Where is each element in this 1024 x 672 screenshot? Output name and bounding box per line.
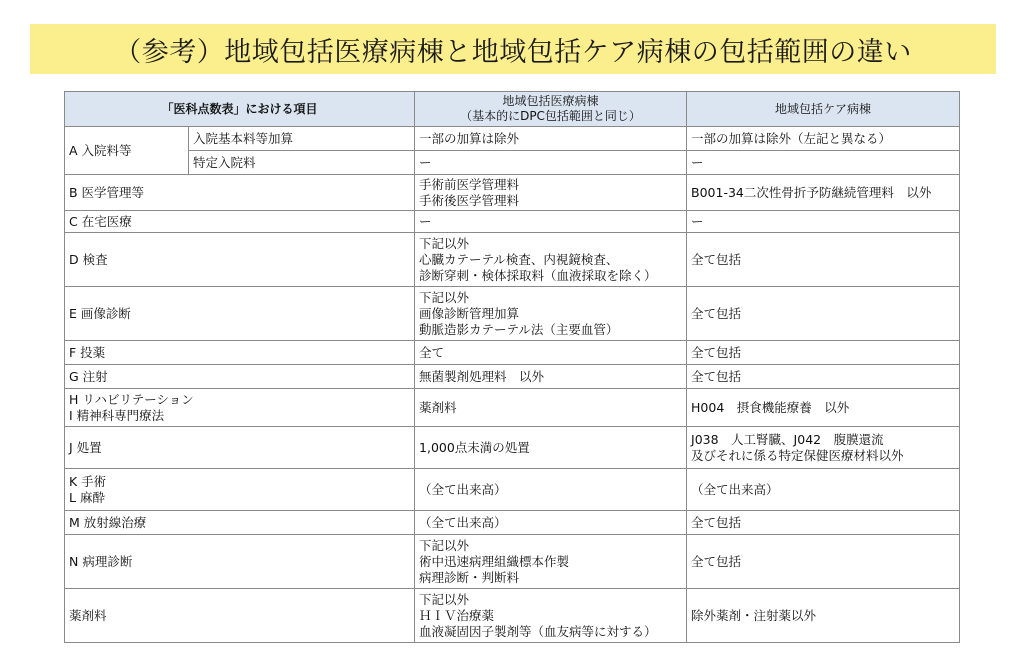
row-medical-value: ー xyxy=(415,151,687,175)
row-care-value: 一部の加算は除外（左記と異なる） xyxy=(687,127,960,151)
table-row xyxy=(65,427,960,469)
cell-line: 術中迅速病理組織標本作製 xyxy=(419,553,570,569)
row-care-value: 全て包括 xyxy=(687,287,960,341)
cell-line: 動脈造影カテーテル法（主要血管） xyxy=(419,321,619,337)
row-item: D 検査 xyxy=(65,233,415,287)
row-subitem: 入院基本料等加算 xyxy=(189,127,415,151)
table-row xyxy=(65,175,960,211)
row-medical-value: （全て出来高） xyxy=(415,469,687,511)
header-item: 「医科点数表」における項目 xyxy=(65,92,415,127)
row-care-value: ー xyxy=(687,211,960,233)
cell-line: 下記以外 xyxy=(419,235,470,251)
row-medical-value: 無菌製剤処理料 以外 xyxy=(415,365,687,389)
table-row xyxy=(65,589,960,643)
row-item xyxy=(65,469,415,511)
cell-line: H リハビリテーション xyxy=(69,391,194,407)
header-care-ward: 地域包括ケア病棟 xyxy=(687,92,960,127)
row-care-value: 全て包括 xyxy=(687,365,960,389)
row-care-value: H004 摂食機能療養 以外 xyxy=(687,389,960,427)
cell-line: 及びそれに係る特定保健医療材料以外 xyxy=(691,447,904,463)
row-item: F 投薬 xyxy=(65,341,415,365)
table-row xyxy=(65,469,960,511)
row-item: A 入院料等 xyxy=(65,127,189,175)
title-banner xyxy=(30,24,996,74)
table-row xyxy=(65,365,960,389)
row-item: M 放射線治療 xyxy=(65,511,415,535)
header-medical-line1: 地域包括医療病棟 xyxy=(502,94,599,108)
table-row xyxy=(65,211,960,233)
header-medical-ward xyxy=(415,92,687,127)
table-row xyxy=(65,389,960,427)
table-header-row xyxy=(65,92,960,127)
row-item: C 在宅医療 xyxy=(65,211,415,233)
row-item: B 医学管理等 xyxy=(65,175,415,211)
row-item: J 処置 xyxy=(65,427,415,469)
row-item xyxy=(65,389,415,427)
table-row xyxy=(65,341,960,365)
row-care-value: 全て包括 xyxy=(687,511,960,535)
row-care-value: 全て包括 xyxy=(687,233,960,287)
row-medical-value xyxy=(415,287,687,341)
table-row xyxy=(65,127,960,151)
cell-line: 病理診断・判断料 xyxy=(419,569,520,585)
cell-line: 手術後医学管理料 xyxy=(419,192,520,208)
row-care-value: 全て包括 xyxy=(687,535,960,589)
row-item: 薬剤料 xyxy=(65,589,415,643)
row-item: G 注射 xyxy=(65,365,415,389)
row-care-value: ー xyxy=(687,151,960,175)
row-medical-value: （全て出来高） xyxy=(415,511,687,535)
row-care-value xyxy=(687,427,960,469)
cell-line: 診断穿刺・検体採取料（血液採取を除く） xyxy=(419,267,657,283)
row-medical-value: ー xyxy=(415,211,687,233)
cell-line: 下記以外 xyxy=(419,289,470,305)
row-medical-value: 一部の加算は除外 xyxy=(415,127,687,151)
row-subitem: 特定入院料 xyxy=(189,151,415,175)
cell-line: 下記以外 xyxy=(419,537,470,553)
row-medical-value xyxy=(415,589,687,643)
row-medical-value: 全て xyxy=(415,341,687,365)
table-row xyxy=(65,151,960,175)
header-medical-line2: （基本的にDPC包括範囲と同じ） xyxy=(460,109,641,123)
row-item: E 画像診断 xyxy=(65,287,415,341)
cell-line: L 麻酔 xyxy=(69,489,105,505)
row-care-value: 除外薬剤・注射薬以外 xyxy=(687,589,960,643)
cell-line: J038 人工腎臓、J042 腹膜還流 xyxy=(691,431,884,447)
row-medical-value: 1,000点未満の処置 xyxy=(415,427,687,469)
comparison-table xyxy=(64,91,960,643)
table-row xyxy=(65,535,960,589)
cell-line: K 手術 xyxy=(69,473,107,489)
cell-line: ＨＩＶ治療薬 xyxy=(419,607,495,623)
page-title: （参考）地域包括医療病棟と地域包括ケア病棟の包括範囲の違い xyxy=(114,36,912,68)
cell-line: 画像診断管理加算 xyxy=(419,305,520,321)
row-medical-value xyxy=(415,175,687,211)
row-medical-value xyxy=(415,233,687,287)
row-care-value: 全て包括 xyxy=(687,341,960,365)
cell-line: 下記以外 xyxy=(419,591,470,607)
row-care-value: B001-34二次性骨折予防継続管理料 以外 xyxy=(687,175,960,211)
table-row xyxy=(65,287,960,341)
table-row xyxy=(65,511,960,535)
table-row xyxy=(65,233,960,287)
row-care-value: （全て出来高） xyxy=(687,469,960,511)
cell-line: 手術前医学管理料 xyxy=(419,176,520,192)
row-medical-value: 薬剤料 xyxy=(415,389,687,427)
cell-line: I 精神科専門療法 xyxy=(69,407,165,423)
cell-line: 血液凝固因子製剤等（血友病等に対する） xyxy=(419,623,657,639)
row-item: N 病理診断 xyxy=(65,535,415,589)
row-medical-value xyxy=(415,535,687,589)
cell-line: 心臓カテーテル検査、内視鏡検査、 xyxy=(419,251,619,267)
